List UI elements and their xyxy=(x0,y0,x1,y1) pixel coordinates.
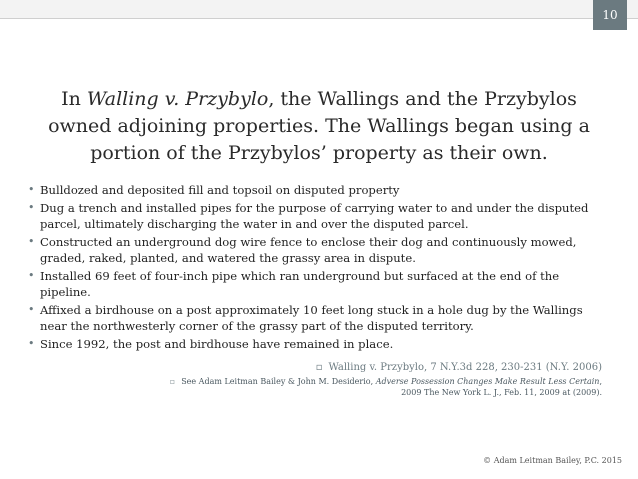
bullet-item xyxy=(28,200,598,232)
bullet-text: Dug a trench and installed pipes for the purpose of carrying water to and under the disputed parcel, ultimately discharging the water in and over the disputed parcel. xyxy=(40,201,589,231)
bullet-icon: • xyxy=(28,337,35,350)
bullet-icon: • xyxy=(28,235,35,248)
slide-title xyxy=(40,86,598,167)
bullet-list xyxy=(28,182,598,354)
bullet-text: Constructed an underground dog wire fence to enclose their dog and continuously mowed, graded, raked, planted, and watered the grassy area in dispute. xyxy=(40,235,577,265)
square-bullet-icon: ▫ xyxy=(315,362,323,373)
article-title: Adverse Possession Changes Make Result Less Certain xyxy=(375,377,600,386)
bullet-item xyxy=(28,268,598,300)
bullet-icon: • xyxy=(28,183,35,196)
article-citation-post: , 2009 The New York L. J., Feb. 11, 2009 at (2009). xyxy=(401,377,602,397)
page-number-text: 10 xyxy=(602,8,618,22)
title-pre: In xyxy=(61,88,87,110)
bullet-text: Since 1992, the post and birdhouse have remained in place. xyxy=(40,337,394,351)
case-citation xyxy=(316,362,602,373)
bullet-icon: • xyxy=(28,303,35,316)
article-citation-pre: See Adam Leitman Bailey & John M. Desiderio, xyxy=(181,377,376,386)
page-number xyxy=(593,0,627,30)
bullet-text: Bulldozed and deposited fill and topsoil on disputed property xyxy=(40,183,400,197)
article-citation xyxy=(162,376,602,398)
bullet-item xyxy=(28,234,598,266)
bullet-icon: • xyxy=(28,201,35,214)
bullet-item xyxy=(28,182,598,198)
title-post: , the Wallings and the Przybylos owned adjoining properties. The Wallings began using a portion of the Przybylos’ property as their own. xyxy=(48,88,590,164)
bullet-text: Installed 69 feet of four-inch pipe which ran underground but surfaced at the end of the pipeline. xyxy=(40,269,560,299)
bullet-item xyxy=(28,336,598,352)
bullet-icon: • xyxy=(28,269,35,282)
top-band xyxy=(0,0,638,18)
copyright-footer: © Adam Leitman Bailey, P.C. 2015 xyxy=(483,456,622,465)
top-divider xyxy=(0,18,638,19)
square-bullet-icon: ▫ xyxy=(169,377,176,386)
title-case-name: Walling v. Przybylo xyxy=(86,88,269,110)
bullet-item xyxy=(28,302,598,334)
bullet-text: Affixed a birdhouse on a post approximately 10 feet long stuck in a hole dug by the Wallings near the northwesterly corner of the grassy part of the disputed territory. xyxy=(40,303,583,333)
case-citation-text: Walling v. Przybylo, 7 N.Y.3d 228, 230-231 (N.Y. 2006) xyxy=(328,362,602,373)
